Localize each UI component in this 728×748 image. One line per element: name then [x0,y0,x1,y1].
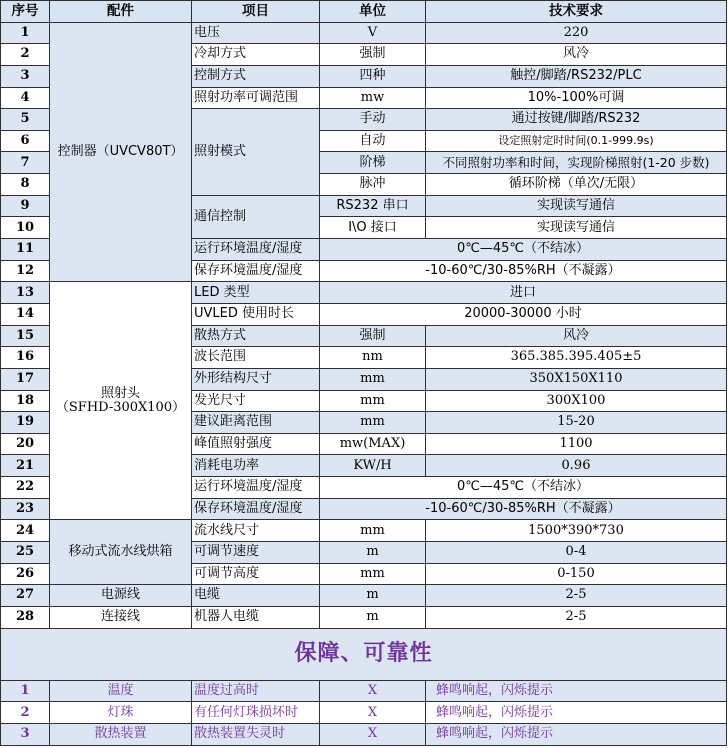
requirement-cell: 0-4 [426,542,727,564]
row-number: 5 [1,109,50,131]
section-title: 保障、可靠性 [1,628,727,680]
row-number: 11 [1,239,50,261]
row-number: 1 [1,680,50,702]
row-number: 26 [1,563,50,585]
item-cell: 可调节高度 [192,563,320,585]
section-row [1,628,727,680]
item-cell: 照射功率可调范围 [192,87,320,109]
header-row [1,1,727,23]
unit-cell: mw(MAX) [320,433,426,455]
item-cell: 运行环境温度/湿度 [192,477,320,499]
unit-cell: mw [320,87,426,109]
row-number: 18 [1,390,50,412]
row-number: 12 [1,260,50,282]
requirement-cell: 实现读写通信 [426,217,727,239]
requirement-cell: 0-150 [426,563,727,585]
table-row [1,22,727,44]
row-number: 1 [1,22,50,44]
row-number: 2 [1,702,50,724]
unit-cell: mm [320,368,426,390]
part-connection-cable: 连接线 [50,606,192,628]
requirement-cell: 循环阶梯（单次/无限） [426,174,727,196]
part-power-cable: 电源线 [50,585,192,607]
header-unit: 单位 [320,1,426,23]
unit-cell: RS232 串口 [320,195,426,217]
row-number: 27 [1,585,50,607]
guarantee-part: 灯珠 [50,702,192,724]
item-cell: 流水线尺寸 [192,520,320,542]
guarantee-response: 蜂鸣响起，闪烁提示 [426,702,727,724]
row-number: 2 [1,44,50,66]
row-number: 25 [1,542,50,564]
part-head-model: （SFHD-300X100） [55,399,186,415]
unit-cell: mm [320,563,426,585]
unit-cell: mm [320,390,426,412]
row-number: 7 [1,152,50,174]
item-cell: 可调节速度 [192,542,320,564]
item-cell: 运行环境温度/湿度 [192,239,320,261]
requirement-cell: 风冷 [426,325,727,347]
guarantee-condition: 散热装置失灵时 [192,723,320,745]
row-number: 6 [1,130,50,152]
row-number: 21 [1,455,50,477]
item-communication: 通信控制 [192,195,320,238]
row-number: 4 [1,87,50,109]
guarantee-mark: X [320,702,426,724]
requirement-cell: -10-60℃/30-85%RH（不凝露） [320,498,727,520]
unit-cell: 手动 [320,109,426,131]
row-number: 20 [1,433,50,455]
item-cell: 机器人电缆 [192,606,320,628]
item-cell: 电压 [192,22,320,44]
requirement-cell: -10-60℃/30-85%RH（不凝露） [320,260,727,282]
header-item: 项目 [192,1,320,23]
requirement-cell: 不同照射功率和时间，实现阶梯照射(1-20 步数) [426,152,727,174]
table-row [1,585,727,607]
unit-cell: KW/H [320,455,426,477]
table-row [1,282,727,304]
requirement-cell: 2-5 [426,606,727,628]
requirement-cell: 20000-30000 小时 [320,303,727,325]
part-oven: 移动式流水线烘箱 [50,520,192,585]
unit-cell: 脉冲 [320,174,426,196]
row-number: 13 [1,282,50,304]
guarantee-mark: X [320,680,426,702]
header-seq: 序号 [1,1,50,23]
row-number: 24 [1,520,50,542]
unit-cell: 自动 [320,130,426,152]
item-cell: 保存环境温度/湿度 [192,260,320,282]
part-controller: 控制器（UVCV80T） [50,22,192,282]
table-row [1,723,727,745]
guarantee-response: 蜂鸣响起，闪烁提示 [426,680,727,702]
table-row [1,680,727,702]
unit-cell: 强制 [320,44,426,66]
row-number: 19 [1,412,50,434]
requirement-cell: 300X100 [426,390,727,412]
item-cell: LED 类型 [192,282,320,304]
requirement-cell: 通过按键/脚踏/RS232 [426,109,727,131]
requirement-cell: 2-5 [426,585,727,607]
requirement-cell: 实现读写通信 [426,195,727,217]
unit-cell: 四种 [320,65,426,87]
unit-cell: mm [320,412,426,434]
unit-cell: I\O 接口 [320,217,426,239]
row-number: 8 [1,174,50,196]
requirement-cell: 1500*390*730 [426,520,727,542]
unit-cell: m [320,585,426,607]
row-number: 14 [1,303,50,325]
table-row [1,520,727,542]
part-head-name: 照射头 [100,385,140,401]
requirement-cell: 10%-100%可调 [426,87,727,109]
item-cell: 发光尺寸 [192,390,320,412]
item-cell: 保存环境温度/湿度 [192,498,320,520]
row-number: 3 [1,723,50,745]
header-requirement: 技术要求 [426,1,727,23]
requirement-cell: 风冷 [426,44,727,66]
item-cell: 散热方式 [192,325,320,347]
table-row [1,702,727,724]
row-number: 23 [1,498,50,520]
item-cell: 建议距离范围 [192,412,320,434]
guarantee-part: 温度 [50,680,192,702]
guarantee-condition: 有任何灯珠损坏时 [192,702,320,724]
row-number: 16 [1,347,50,369]
unit-cell: 阶梯 [320,152,426,174]
guarantee-mark: X [320,723,426,745]
requirement-cell: 350X150X110 [426,368,727,390]
header-part: 配件 [50,1,192,23]
row-number: 22 [1,477,50,499]
part-irradiation-head [50,282,192,520]
guarantee-condition: 温度过高时 [192,680,320,702]
item-cell: UVLED 使用时长 [192,303,320,325]
item-cell: 电缆 [192,585,320,607]
requirement-cell: 0℃—45℃（不结冰） [320,239,727,261]
unit-cell: mm [320,520,426,542]
row-number: 9 [1,195,50,217]
requirement-cell: 0℃—45℃（不结冰） [320,477,727,499]
guarantee-part: 散热装置 [50,723,192,745]
requirement-cell: 进口 [320,282,727,304]
row-number: 15 [1,325,50,347]
requirement-cell: 365.385.395.405±5 [426,347,727,369]
unit-cell: V [320,22,426,44]
item-cell: 控制方式 [192,65,320,87]
requirement-cell: 设定照射定时时间(0.1-999.9s) [426,130,727,152]
requirement-cell: 1100 [426,433,727,455]
unit-cell: m [320,606,426,628]
row-number: 10 [1,217,50,239]
requirement-cell: 220 [426,22,727,44]
unit-cell: m [320,542,426,564]
requirement-cell: 触控/脚踏/RS232/PLC [426,65,727,87]
guarantee-response: 蜂鸣响起，闪烁提示 [426,723,727,745]
requirement-cell: 0.96 [426,455,727,477]
item-cell: 外形结构尺寸 [192,368,320,390]
item-cell: 峰值照射强度 [192,433,320,455]
item-cell: 消耗电功率 [192,455,320,477]
item-cell: 波长范围 [192,347,320,369]
item-cell: 冷却方式 [192,44,320,66]
item-irradiation-mode: 照射模式 [192,109,320,196]
unit-cell: nm [320,347,426,369]
row-number: 17 [1,368,50,390]
row-number: 3 [1,65,50,87]
unit-cell: 强制 [320,325,426,347]
table-row [1,606,727,628]
row-number: 28 [1,606,50,628]
requirement-cell: 15-20 [426,412,727,434]
